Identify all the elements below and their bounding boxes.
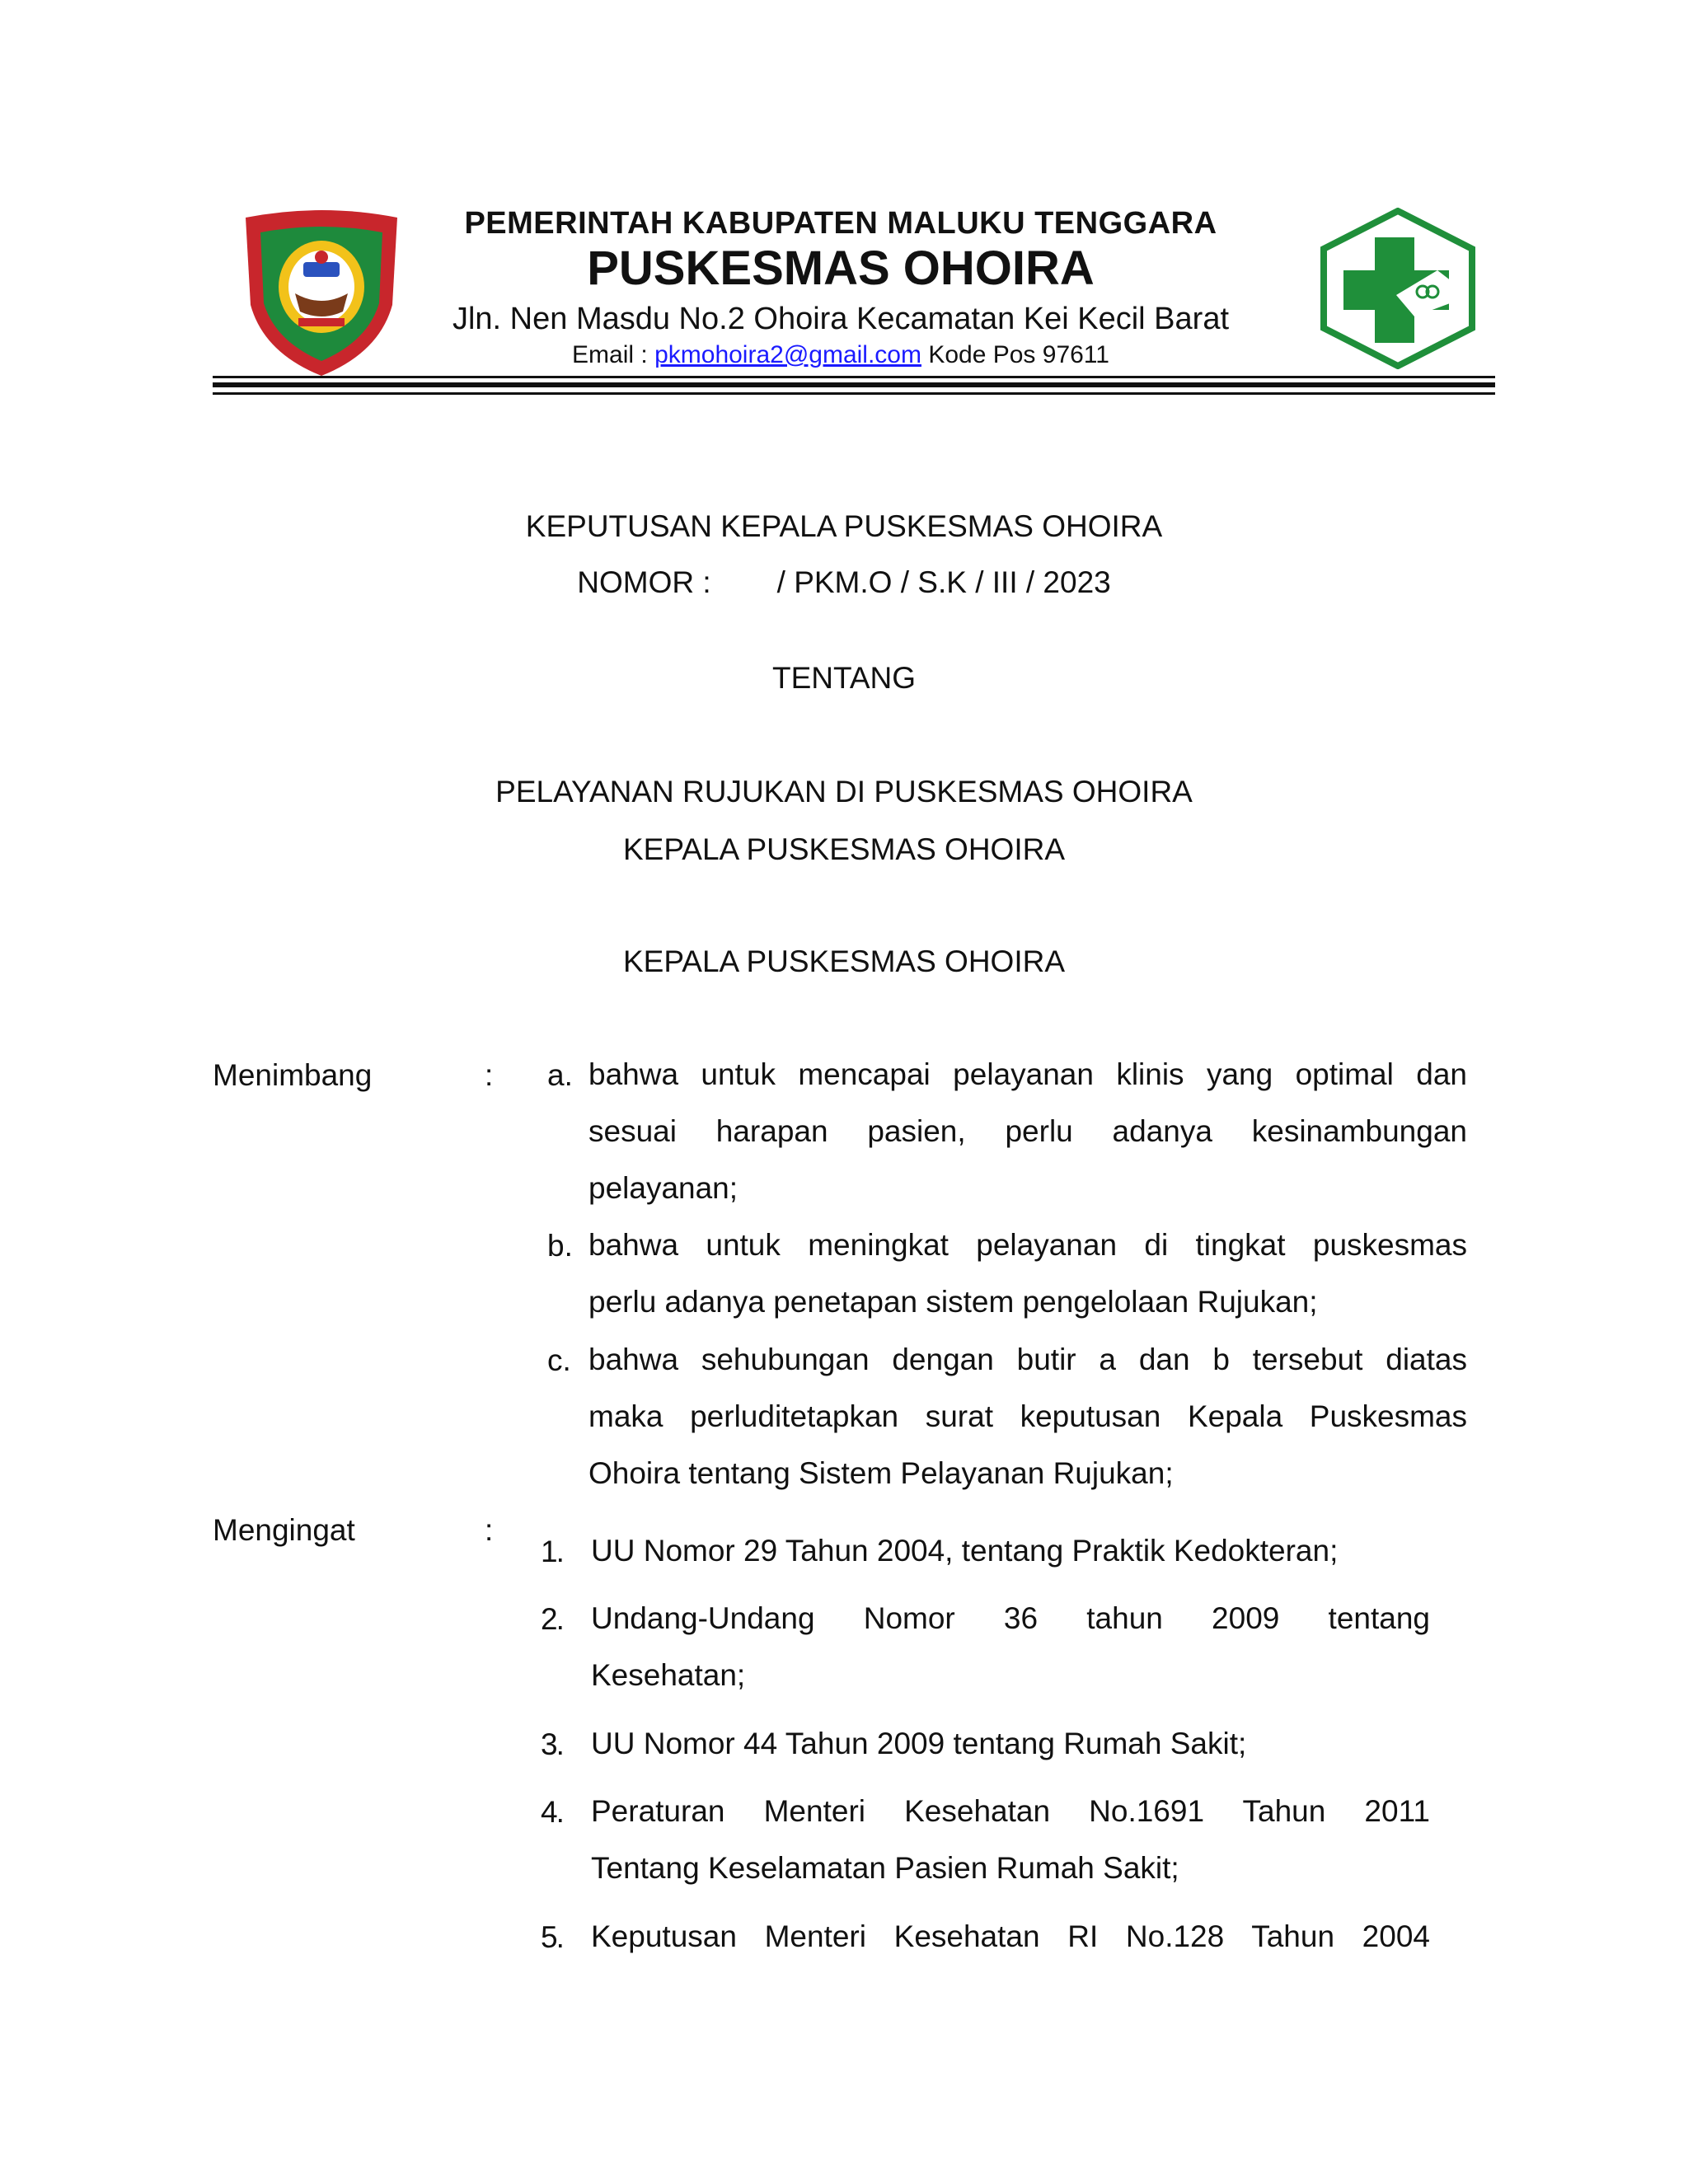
menimbang-colon: : <box>485 1058 494 1092</box>
signatory-heading: KEPALA PUSKESMAS OHOIRA <box>623 944 1065 978</box>
email-prefix: Email : <box>572 341 648 368</box>
mengingat-colon: : <box>485 1513 494 1547</box>
email-link[interactable]: pkmohoira2@gmail.com <box>654 341 921 368</box>
letterhead-contact <box>429 341 1253 369</box>
menimbang-b-line1: bahwa untuk meningkat pelayanan di tingkat puskesmas <box>588 1228 1467 1262</box>
nomor-value: / PKM.O / S.K / III / 2023 <box>776 565 1111 599</box>
letterhead-institution: PUSKESMAS OHOIRA <box>587 241 1095 295</box>
menimbang-marker-c: c. <box>547 1343 571 1377</box>
decision-subject: PELAYANAN RUJUKAN DI PUSKESMAS OHOIRA <box>495 775 1193 808</box>
mengingat-3-line1: UU Nomor 44 Tahun 2009 tentang Rumah Sakit; <box>591 1727 1247 1760</box>
nomor-label: NOMOR : <box>577 565 711 599</box>
regency-emblem-logo <box>239 208 404 379</box>
decision-subject-2: KEPALA PUSKESMAS OHOIRA <box>623 832 1065 866</box>
mengingat-4-line1: Peraturan Menteri Kesehatan No.1691 Tahun 2011 <box>591 1794 1430 1828</box>
mengingat-2-line1: Undang-Undang Nomor 36 tahun 2009 tentang <box>591 1601 1430 1635</box>
mengingat-marker-4: 4. <box>541 1795 563 1829</box>
menimbang-a-line2: sesuai harapan pasien, perlu adanya kesinambungan <box>588 1114 1467 1148</box>
letterhead-rule-top <box>213 376 1495 378</box>
mengingat-marker-1: 1. <box>541 1535 563 1568</box>
mengingat-5-line1: Keputusan Menteri Kesehatan RI No.128 Tahun 2004 <box>591 1919 1430 1953</box>
puskesmas-cross-logo <box>1317 208 1479 369</box>
decision-title: KEPUTUSAN KEPALA PUSKESMAS OHOIRA <box>525 509 1163 543</box>
mengingat-marker-3: 3. <box>541 1727 563 1761</box>
mengingat-marker-5: 5. <box>541 1920 563 1954</box>
mengingat-label: Mengingat <box>213 1513 355 1547</box>
menimbang-c-line2: maka perluditetapkan surat keputusan Kepala Puskesmas <box>588 1399 1467 1433</box>
letterhead-address: Jln. Nen Masdu No.2 Ohoira Kecamatan Kei Kecil Barat <box>452 302 1230 336</box>
letterhead-rule-bottom <box>213 392 1495 395</box>
menimbang-marker-b: b. <box>547 1229 573 1263</box>
postal-code: Kode Pos 97611 <box>928 341 1109 368</box>
letterhead-government: PEMERINTAH KABUPATEN MALUKU TENGGARA <box>464 206 1217 241</box>
menimbang-marker-a: a. <box>547 1058 573 1092</box>
menimbang-c-line3: Ohoira tentang Sistem Pelayanan Rujukan; <box>588 1456 1174 1490</box>
menimbang-a-line1: bahwa untuk mencapai pelayanan klinis yang optimal dan <box>588 1057 1467 1091</box>
menimbang-a-line3: pelayanan; <box>588 1171 738 1205</box>
letterhead-rule-middle <box>213 382 1495 387</box>
mengingat-2-line2: Kesehatan; <box>591 1658 746 1692</box>
menimbang-label: Menimbang <box>213 1058 373 1092</box>
menimbang-b-line2: perlu adanya penetapan sistem pengelolaan Rujukan; <box>588 1285 1318 1319</box>
decision-number <box>0 565 1688 600</box>
tentang-heading: TENTANG <box>771 661 917 695</box>
menimbang-c-line1: bahwa sehubungan dengan butir a dan b tersebut diatas <box>588 1343 1467 1376</box>
mengingat-1-line1: UU Nomor 29 Tahun 2004, tentang Praktik Kedokteran; <box>591 1534 1339 1568</box>
mengingat-marker-2: 2. <box>541 1602 563 1636</box>
mengingat-4-line2: Tentang Keselamatan Pasien Rumah Sakit; <box>591 1851 1179 1885</box>
